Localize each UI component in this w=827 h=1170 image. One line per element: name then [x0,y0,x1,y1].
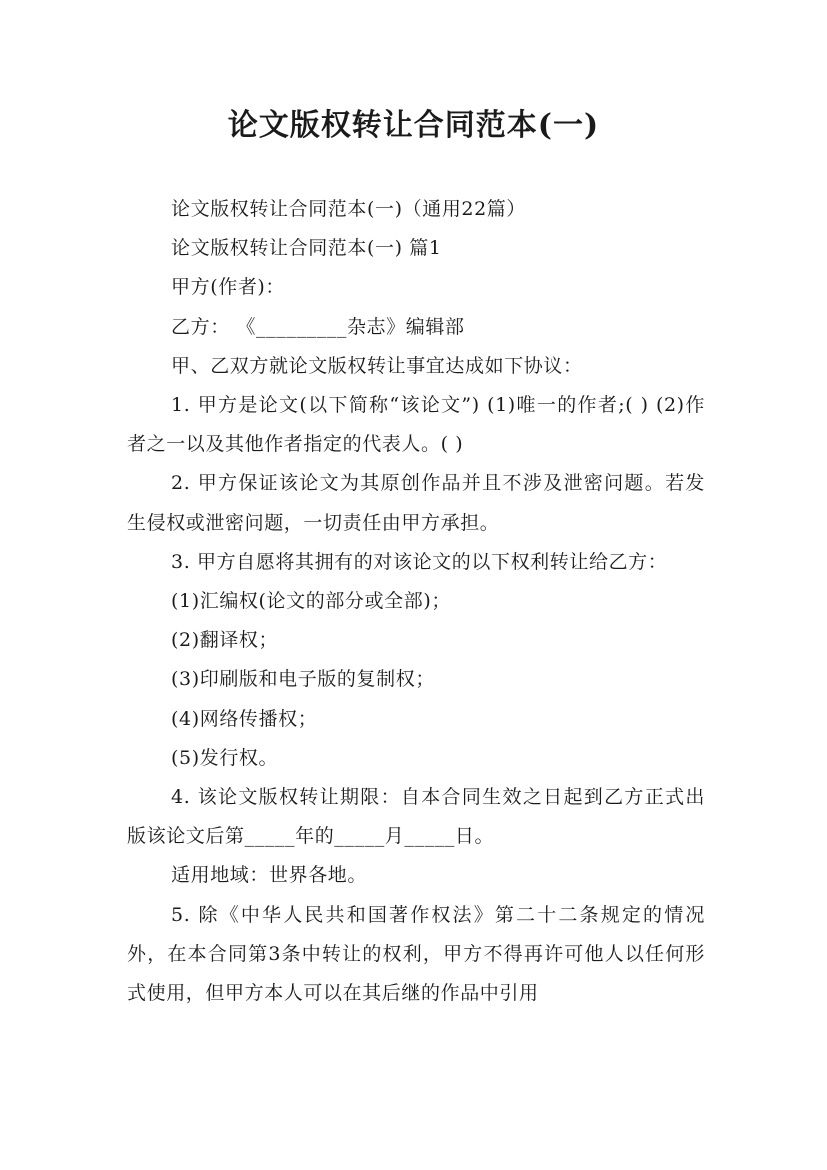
clause-3: 3. 甲方自愿将其拥有的对该论文的以下权利转让给乙方： [171,550,668,573]
clause-2: 2. 甲方保证该论文为其原创作品并且不涉及泄密问题。若发生侵权或泄密问题，一切责任由甲方承担。 [127,472,705,534]
paragraph-party-a: 甲方(作者)： [171,276,286,299]
clause-3-item: (5)发行权。 [171,746,279,769]
clause-4-territory: 适用地域：世界各地。 [171,864,368,887]
clause-3-item: (3)印刷版和电子版的复制权； [171,668,435,691]
paragraph-section-heading: 论文版权转让合同范本(一) 篇1 [171,237,442,260]
clause-3-item: (2)翻译权； [171,629,279,652]
paragraph-party-b: 乙方： 《_________杂志》编辑部 [171,315,465,338]
document-body [127,190,705,1013]
clause-3-item: (4)网络传播权； [171,707,318,730]
clause-5: 5. 除《中华人民共和国著作权法》第二十二条规定的情况外，在本合同第3条中转让的权利，甲方不得再许可他人以任何形式使用，但甲方本人可以在其后继的作品中引用 [127,903,705,1005]
paragraph-agreement-intro: 甲、乙双方就论文版权转让事宜达成如下协议： [171,354,583,377]
paragraph-subtitle: 论文版权转让合同范本(一)（通用22篇） [171,198,527,220]
clause-1: 1. 甲方是论文(以下简称“该论文”) (1)唯一的作者;( ) (2)作者之一以及其他作者指定的代表人。( ) [127,394,705,456]
clause-3-item: (1)汇编权(论文的部分或全部)； [171,590,451,613]
document-title: 论文版权转让合同范本(一) [227,108,600,143]
clause-4: 4. 该论文版权转让期限：自本合同生效之日起到乙方正式出版该论文后第_____年的_____月_____日。 [127,786,705,848]
